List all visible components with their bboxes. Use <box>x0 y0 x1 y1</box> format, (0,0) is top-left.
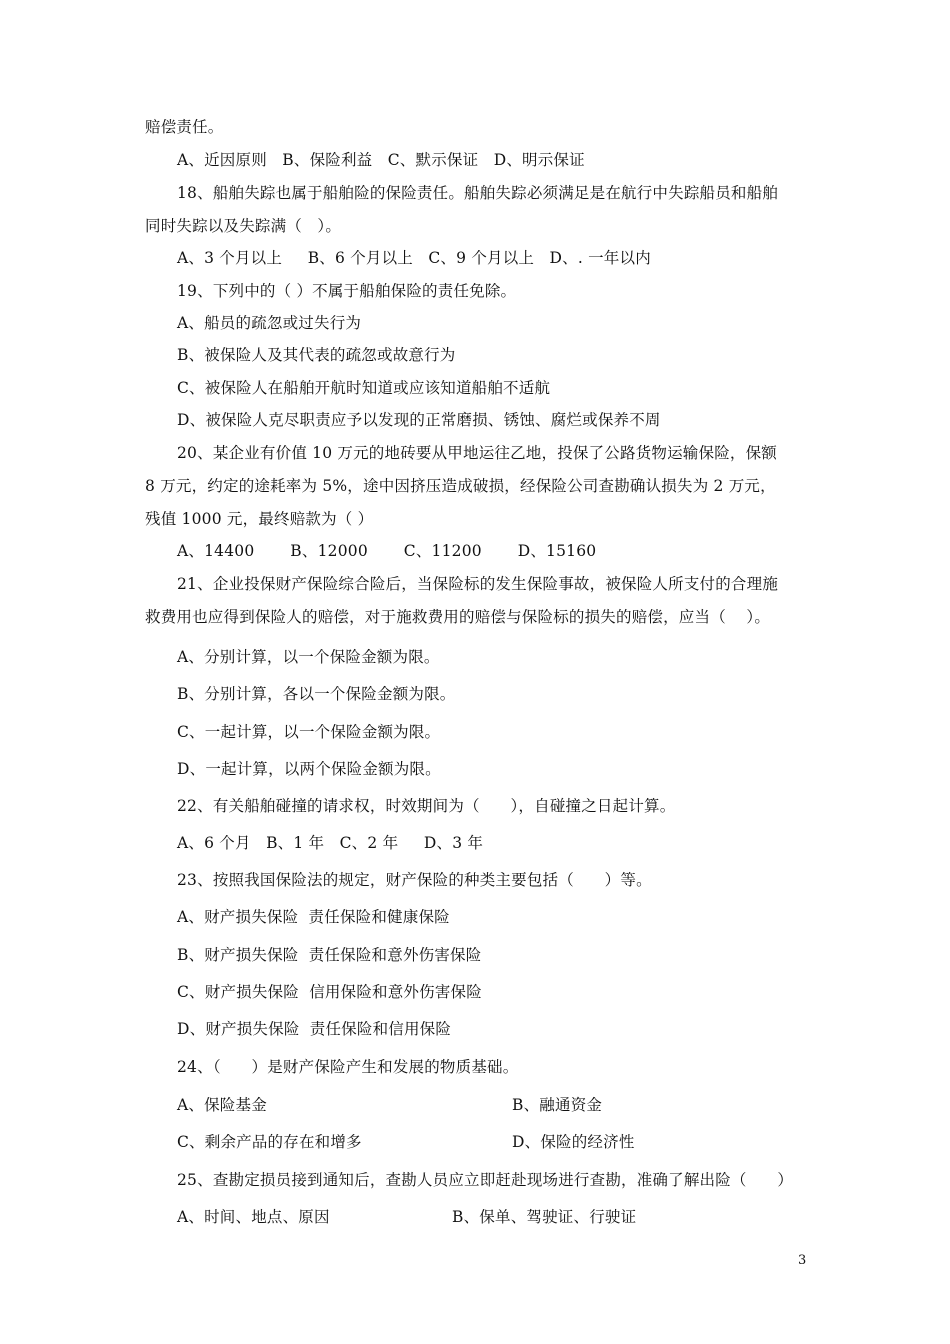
q17-options: A、近因原则 B、保险利益 C、默示保证 D、明示保证 <box>177 151 585 169</box>
q23-stem: 23、按照我国保险法的规定，财产保险的种类主要包括（ ）等。 <box>177 871 652 889</box>
q22-stem: 22、有关船舶碰撞的请求权，时效期间为（ ），自碰撞之日起计算。 <box>177 797 676 815</box>
q18-stem: 18、船舶失踪也属于船舶险的保险责任。船舶失踪必须满足是在航行中失踪船员和船舶 <box>177 184 779 202</box>
q21-option-c: C、一起计算，以一个保险金额为限。 <box>177 723 441 741</box>
q23-option-d: D、财产损失保险 责任保险和信用保险 <box>177 1020 452 1038</box>
q20-stem: 20、某企业有价值 10 万元的地砖要从甲地运往乙地，投保了公路货物运输保险，保额 <box>177 444 778 462</box>
q19-stem: 19、下列中的（ ）不属于船舶保险的责任免除。 <box>177 282 517 300</box>
q23-option-a: A、财产损失保险 责任保险和健康保险 <box>177 908 450 926</box>
q21-option-b: B、分别计算，各以一个保险金额为限。 <box>177 685 456 703</box>
q21-stem-cont: 救费用也应得到保险人的赔偿，对于施救费用的赔偿与保险标的损失的赔偿，应当（ ）。 <box>145 608 771 626</box>
q25-stem: 25、查勘定损员接到通知后，查勘人员应立即赶赴现场进行查勘，准确了解出险（ ） <box>177 1171 794 1189</box>
q18-stem-cont: 同时失踪以及失踪满（ ）。 <box>145 217 342 235</box>
q24-stem: 24、（ ）是财产保险产生和发展的物质基础。 <box>177 1058 519 1076</box>
q20-stem-cont: 残值 1000 元，最终赔款为（ ） <box>145 510 374 528</box>
q22-options: A、6 个月 B、1 年 C、2 年 D、3 年 <box>177 834 484 852</box>
q20-stem-cont: 8 万元，约定的途耗率为 5%，途中因挤压造成破损，经保险公司查勘确认损失为 2 万元， <box>145 477 776 495</box>
q19-option-d: D、被保险人克尽职责应予以发现的正常磨损、锈蚀、腐烂或保养不周 <box>177 411 661 429</box>
q25-option-b: B、保单、驾驶证、行驶证 <box>452 1208 637 1226</box>
q24-option-d: D、保险的经济性 <box>512 1133 635 1151</box>
q24-option-c: C、剩余产品的存在和增多 <box>177 1133 362 1151</box>
q24-option-b: B、融通资金 <box>512 1096 603 1114</box>
q23-option-c: C、财产损失保险 信用保险和意外伤害保险 <box>177 983 482 1001</box>
page-number: 3 <box>798 1253 807 1268</box>
q21-stem: 21、企业投保财产保险综合险后，当保险标的发生保险事故，被保险人所支付的合理施 <box>177 575 779 593</box>
q21-option-a: A、分别计算，以一个保险金额为限。 <box>177 648 440 666</box>
q24-option-a: A、保险基金 <box>177 1096 267 1114</box>
text-line: 赔偿责任。 <box>145 118 224 136</box>
q18-options: A、3 个月以上 B、6 个月以上 C、9 个月以上 D、. 一年以内 <box>177 249 651 267</box>
q21-option-d: D、一起计算，以两个保险金额为限。 <box>177 760 441 778</box>
q25-option-a: A、时间、地点、原因 <box>177 1208 330 1226</box>
q19-option-c: C、被保险人在船舶开航时知道或应该知道船舶不适航 <box>177 379 551 397</box>
q19-option-b: B、被保险人及其代表的疏忽或故意行为 <box>177 346 456 364</box>
q19-option-a: A、船员的疏忽或过失行为 <box>177 314 362 332</box>
q23-option-b: B、财产损失保险 责任保险和意外伤害保险 <box>177 946 482 964</box>
q20-options: A、14400 B、12000 C、11200 D、15160 <box>177 542 597 560</box>
